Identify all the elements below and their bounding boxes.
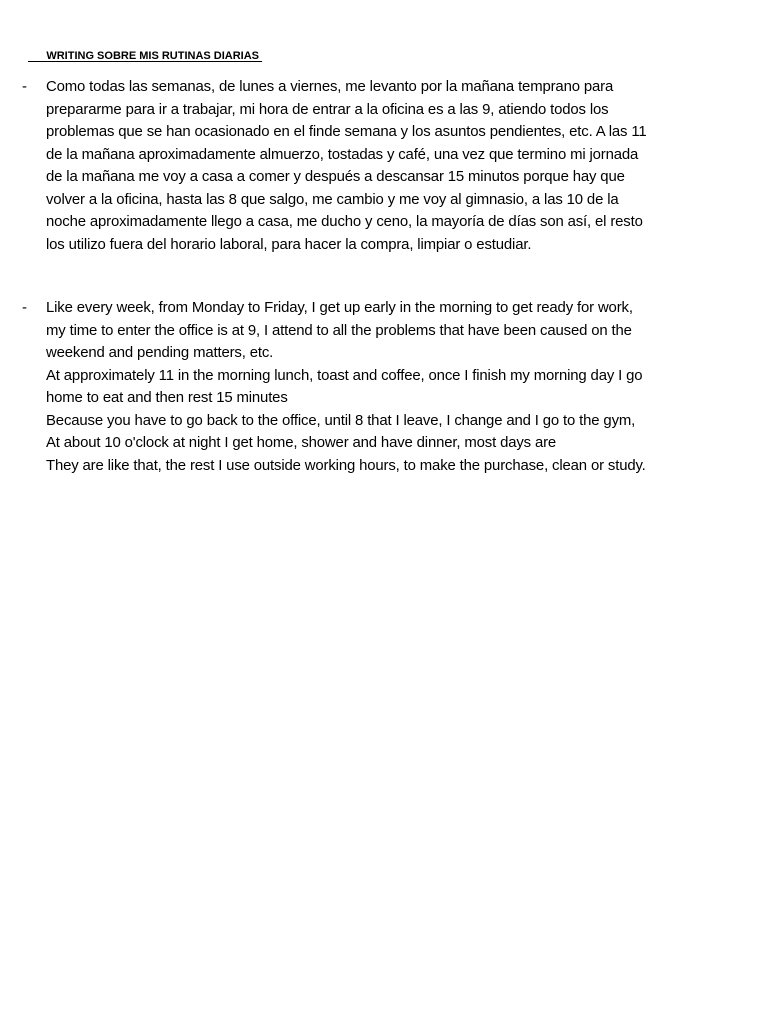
text-line: At about 10 o'clock at night I get home, shower and have dinner, most days are: [46, 434, 557, 451]
text-line: los utilizo fuera del horario laboral, para hacer la compra, limpiar o estudiar.: [46, 235, 532, 253]
text-line: Como todas las semanas, de lunes a viernes, me levanto por la mañana temprano para: [46, 78, 614, 95]
text-line: problemas que se han ocasionado en el finde semana y los asuntos pendientes, etc. A las 11: [46, 123, 647, 140]
text-line: Like every week, from Monday to Friday, I get up early in the morning to get ready for work,: [46, 299, 633, 316]
text-line: de la mañana aproximadamente almuerzo, tostadas y café, una vez que termino mi jornada: [46, 145, 639, 163]
text-line: de la mañana me voy a casa a comer y después a descansar 15 minutos porque hay que: [46, 168, 625, 185]
text-line: At approximately 11 in the morning lunch, toast and coffee, once I finish my morning day I go: [46, 366, 643, 384]
bullet-dash: -: [22, 299, 27, 316]
text-line: home to eat and then rest 15 minutes: [46, 389, 288, 406]
text-line: noche aproximadamente llego a casa, me ducho y ceno, la mayoría de días son así, el resto: [46, 213, 643, 230]
paragraph-body: [46, 297, 746, 477]
text-line: weekend and pending matters, etc.: [46, 344, 274, 361]
text-line: Because you have to go back to the office, until 8 that I leave, I change and I go to the gym,: [46, 411, 636, 429]
text-line: prepararme para ir a trabajar, mi hora de entrar a la oficina es a las 9, atiendo todos los: [46, 100, 609, 118]
text-line: my time to enter the office is at 9, I attend to all the problems that have been caused on the: [46, 321, 632, 339]
text-line: They are like that, the rest I use outside working hours, to make the purchase, clean or study.: [46, 456, 646, 474]
text-line: volver a la oficina, hasta las 8 que salgo, me cambio y me voy al gimnasio, a las 10 de la: [46, 190, 619, 208]
bullet-dash: -: [22, 78, 27, 95]
paragraph-body: [46, 76, 746, 256]
document-title: WRITING SOBRE MIS RUTINAS DIARIAS: [28, 50, 263, 62]
